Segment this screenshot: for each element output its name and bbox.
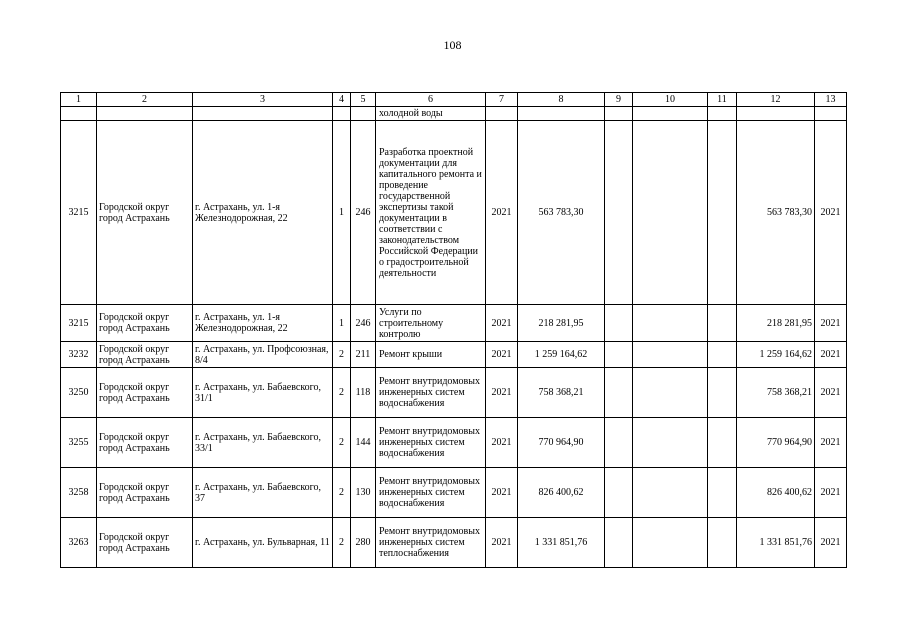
district-cell: Городской округ город Астрахань <box>97 121 193 305</box>
column-11-cell <box>708 418 737 468</box>
column-9-cell <box>605 121 633 305</box>
district-cell: Городской округ город Астрахань <box>97 468 193 518</box>
column-9-cell <box>605 518 633 568</box>
work-type-cell: Ремонт внутридомовых инженерных систем водоснабжения <box>376 368 486 418</box>
column-13-year-cell: 2021 <box>815 121 847 305</box>
column-13-year-cell: 2021 <box>815 368 847 418</box>
page-number: 108 <box>443 38 462 52</box>
work-type-cell: Ремонт крыши <box>376 342 486 368</box>
column-12-amount-cell: 770 964,90 <box>737 418 815 468</box>
column-header: 2 <box>97 93 193 107</box>
column-9-cell <box>605 368 633 418</box>
column-11-cell <box>708 368 737 418</box>
address-cell: г. Астрахань, ул. Бабаевского, 37 <box>193 468 333 518</box>
column-4-cell: 2 <box>333 342 351 368</box>
column-5-cell: 130 <box>351 468 376 518</box>
amount-cell: 563 783,30 <box>518 121 605 305</box>
amount-cell: 770 964,90 <box>518 418 605 468</box>
column-5-cell: 118 <box>351 368 376 418</box>
register-table <box>60 92 847 568</box>
column-header: 3 <box>193 93 333 107</box>
column-12-amount-cell: 826 400,62 <box>737 468 815 518</box>
table-row <box>61 518 847 568</box>
column-10-cell <box>633 418 708 468</box>
column-9-cell <box>605 468 633 518</box>
column-4-cell: 2 <box>333 368 351 418</box>
district-cell: Городской округ город Астрахань <box>97 368 193 418</box>
column-13-year-cell: 2021 <box>815 418 847 468</box>
row-number-cell: 3250 <box>61 368 97 418</box>
column-9-cell <box>605 305 633 342</box>
row-number-cell: 3263 <box>61 518 97 568</box>
column-header: 10 <box>633 93 708 107</box>
column-4-cell: 2 <box>333 418 351 468</box>
row-number-cell: 3215 <box>61 121 97 305</box>
amount-cell: 826 400,62 <box>518 468 605 518</box>
work-type-cell: Ремонт внутридомовых инженерных систем водоснабжения <box>376 468 486 518</box>
row-number-cell: 3255 <box>61 418 97 468</box>
row-number-cell: 3258 <box>61 468 97 518</box>
column-9-cell <box>605 342 633 368</box>
address-cell: г. Астрахань, ул. Профсоюзная, 8/4 <box>193 342 333 368</box>
year-cell: 2021 <box>486 518 518 568</box>
district-cell: Городской округ город Астрахань <box>97 342 193 368</box>
column-4-cell: 1 <box>333 305 351 342</box>
table-row-continued <box>61 107 847 121</box>
table-row <box>61 121 847 305</box>
column-number-row <box>61 93 847 107</box>
column-header: 4 <box>333 93 351 107</box>
column-9-cell <box>605 418 633 468</box>
column-11-cell <box>708 305 737 342</box>
work-type-cell: Услуги по строительному контролю <box>376 305 486 342</box>
table-row <box>61 468 847 518</box>
column-header: 5 <box>351 93 376 107</box>
year-cell: 2021 <box>486 121 518 305</box>
column-header: 11 <box>708 93 737 107</box>
amount-cell: 1 331 851,76 <box>518 518 605 568</box>
work-type-cell: Разработка проектной документации для капитального ремонта и проведение государственной экспертизы такой документации в соответствии с законодательством Российской Федерации о градостроительной деятельности <box>376 121 486 305</box>
column-12-amount-cell: 1 259 164,62 <box>737 342 815 368</box>
column-header: 6 <box>376 93 486 107</box>
column-10-cell <box>633 342 708 368</box>
table-row <box>61 305 847 342</box>
column-12-amount-cell: 1 331 851,76 <box>737 518 815 568</box>
column-header: 8 <box>518 93 605 107</box>
year-cell: 2021 <box>486 368 518 418</box>
column-5-cell: 246 <box>351 305 376 342</box>
column-5-cell: 246 <box>351 121 376 305</box>
column-10-cell <box>633 468 708 518</box>
column-header: 9 <box>605 93 633 107</box>
column-13-year-cell: 2021 <box>815 468 847 518</box>
address-cell: г. Астрахань, ул. 1-я Железнодорожная, 22 <box>193 305 333 342</box>
column-5-cell: 280 <box>351 518 376 568</box>
column-5-cell: 144 <box>351 418 376 468</box>
work-type-cell: Ремонт внутридомовых инженерных систем водоснабжения <box>376 418 486 468</box>
year-cell: 2021 <box>486 468 518 518</box>
amount-cell: 218 281,95 <box>518 305 605 342</box>
column-10-cell <box>633 121 708 305</box>
row-number-cell: 3232 <box>61 342 97 368</box>
amount-cell: 758 368,21 <box>518 368 605 418</box>
column-11-cell <box>708 121 737 305</box>
column-header: 7 <box>486 93 518 107</box>
year-cell: 2021 <box>486 342 518 368</box>
address-cell: г. Астрахань, ул. Бабаевского, 33/1 <box>193 418 333 468</box>
table-row <box>61 418 847 468</box>
column-11-cell <box>708 342 737 368</box>
column-5-cell: 211 <box>351 342 376 368</box>
district-cell: Городской округ город Астрахань <box>97 305 193 342</box>
column-4-cell: 2 <box>333 468 351 518</box>
column-10-cell <box>633 305 708 342</box>
column-11-cell <box>708 468 737 518</box>
column-12-amount-cell: 758 368,21 <box>737 368 815 418</box>
column-header: 12 <box>737 93 815 107</box>
column-10-cell <box>633 518 708 568</box>
work-type-cell: холодной воды <box>376 107 486 121</box>
amount-cell: 1 259 164,62 <box>518 342 605 368</box>
column-10-cell <box>633 368 708 418</box>
address-cell: г. Астрахань, ул. Бульварная, 11 <box>193 518 333 568</box>
column-11-cell <box>708 518 737 568</box>
table-row <box>61 368 847 418</box>
column-13-year-cell: 2021 <box>815 305 847 342</box>
work-type-cell: Ремонт внутридомовых инженерных систем теплоснабжения <box>376 518 486 568</box>
column-13-year-cell: 2021 <box>815 342 847 368</box>
district-cell: Городской округ город Астрахань <box>97 518 193 568</box>
column-header: 1 <box>61 93 97 107</box>
year-cell: 2021 <box>486 418 518 468</box>
table-row <box>61 342 847 368</box>
column-4-cell: 1 <box>333 121 351 305</box>
address-cell: г. Астрахань, ул. Бабаевского, 31/1 <box>193 368 333 418</box>
column-13-year-cell: 2021 <box>815 518 847 568</box>
year-cell: 2021 <box>486 305 518 342</box>
row-number-cell: 3215 <box>61 305 97 342</box>
column-4-cell: 2 <box>333 518 351 568</box>
column-12-amount-cell: 563 783,30 <box>737 121 815 305</box>
address-cell: г. Астрахань, ул. 1-я Железнодорожная, 22 <box>193 121 333 305</box>
column-12-amount-cell: 218 281,95 <box>737 305 815 342</box>
district-cell: Городской округ город Астрахань <box>97 418 193 468</box>
column-header: 13 <box>815 93 847 107</box>
